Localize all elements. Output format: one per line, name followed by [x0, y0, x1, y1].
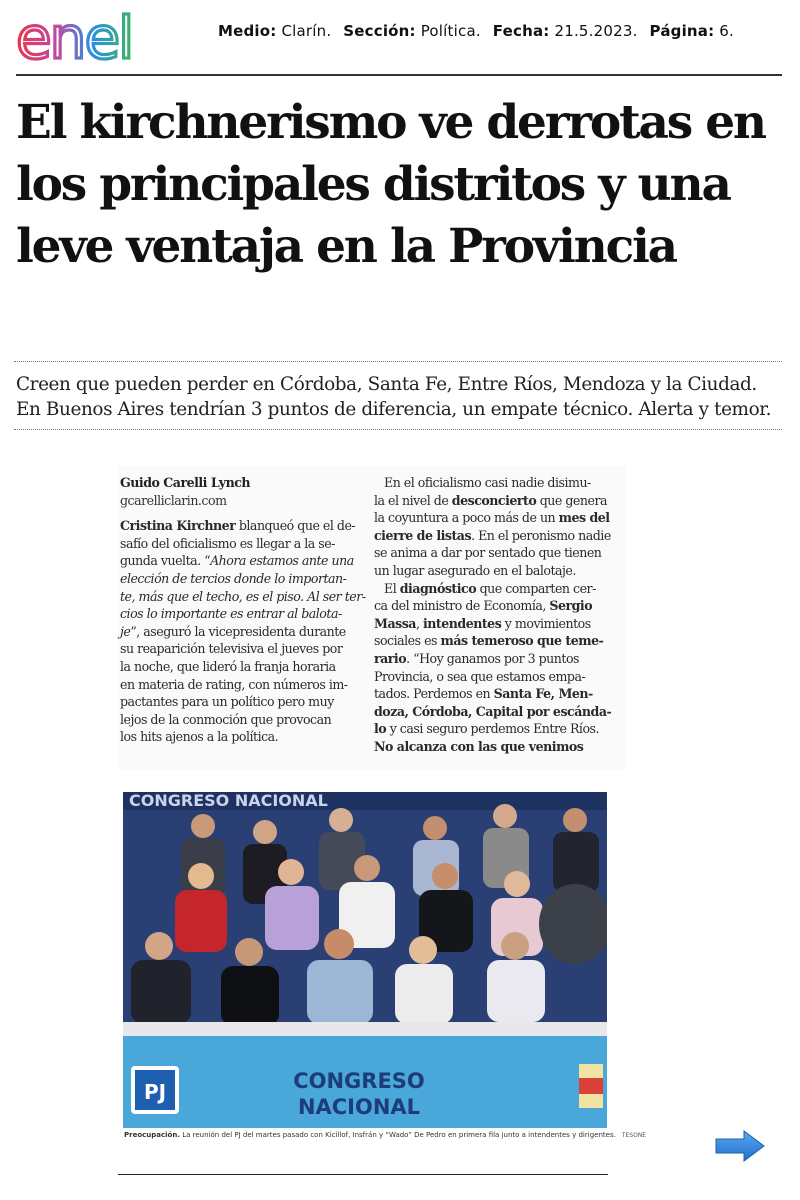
body-text: que comparten cer- [476, 580, 596, 596]
body-text: ca del ministro de Economía, [374, 598, 550, 614]
subhead-top-rule [14, 361, 782, 362]
document-meta [218, 22, 734, 40]
banner-line-2: NACIONAL [297, 1095, 421, 1119]
caption-label: Preocupación. [124, 1131, 181, 1139]
bold-text: Cristina Kirchner [120, 518, 236, 534]
bold-text: Santa Fe, Men- [493, 686, 593, 702]
quote-line: elección de tercios donde lo importan- [120, 570, 347, 586]
bold-text: intendentes [422, 615, 502, 631]
headline-line: los principales distritos y una [16, 157, 730, 212]
quote-line: te, más que el techo, es el piso. Al ser ter- [120, 588, 366, 604]
headline-line: leve ventaja en la Provincia [16, 219, 676, 274]
bottom-divider [118, 1174, 608, 1175]
author-email: gcarelliclarin.com [120, 492, 227, 508]
body-text: y movimientos [501, 615, 591, 631]
body-text: sociales es [374, 633, 441, 649]
banner-line-1: CONGRESO [293, 1069, 425, 1093]
headline [16, 92, 796, 278]
body-line: se anima a dar por sentado que tienen [374, 545, 602, 561]
body-text: . “Hoy ganamos por 3 puntos [406, 650, 580, 666]
seccion-label: Sección: [343, 22, 416, 40]
quote-text: Ahora estamos ante una [210, 553, 354, 569]
body-text: blanqueó que el de- [235, 518, 356, 534]
logo-text: enel [16, 8, 133, 70]
bold-text: cierre de listas [374, 527, 472, 543]
bold-text: más temeroso que teme- [440, 633, 604, 649]
body-line: En el oficialismo casi nadie disimu- [384, 475, 591, 490]
bold-text: No alcanza con las que venimos [374, 738, 584, 754]
body-line: su reaparición televisiva el jueves por [120, 641, 343, 657]
body-text: y casi seguro perdemos Entre Ríos. [386, 721, 599, 737]
pagina-value: 6. [719, 22, 735, 40]
body-line: en materia de rating, con números im- [120, 676, 348, 692]
bold-text: lo [374, 721, 387, 737]
body-line: lejos de la conmoción que provocan [120, 711, 332, 727]
body-text: , [415, 615, 423, 631]
subhead-line: Creen que pueden perder en Córdoba, Santa Fe, Entre Ríos, Mendoza y la Ciudad. [16, 374, 757, 395]
body-text: tados. Perdemos en [374, 686, 494, 702]
body-line: pactantes para un político pero muy [120, 694, 334, 710]
photo-illustration [123, 792, 607, 1128]
subhead [16, 372, 792, 422]
bold-text: rario [374, 650, 407, 666]
bold-text: diagnóstico [399, 580, 477, 596]
body-text: que genera [536, 492, 607, 508]
seccion-value: Política. [420, 22, 481, 40]
body-text: . En el peronismo nadie [471, 527, 611, 543]
body-text: ”, aseguró la vicepresidenta durante [130, 623, 346, 639]
medio-label: Medio: [218, 22, 277, 40]
arrow-right-icon[interactable] [712, 1128, 768, 1164]
body-text: El [384, 580, 400, 596]
body-line: la noche, que lideró la franja horaria [120, 658, 336, 674]
bold-text: doza, Córdoba, Capital por escánda- [374, 703, 612, 719]
article-column-1 [120, 474, 366, 746]
pj-badge-text: PJ [143, 1080, 167, 1104]
bold-text: Sergio [549, 598, 593, 614]
body-line: los hits ajenos a la política. [120, 729, 279, 745]
body-line: Provincia, o sea que estamos empa- [374, 668, 586, 684]
body-text: la el nivel de [374, 492, 452, 508]
body-line: un lugar asegurado en el balotaje. [374, 562, 576, 578]
header-divider [16, 74, 782, 76]
fecha-label: Fecha: [492, 22, 550, 40]
bold-text: Massa [374, 615, 416, 631]
banner-top-text: CONGRESO NACIONAL [129, 792, 328, 810]
photo-caption [124, 1131, 647, 1139]
article-column-2 [374, 474, 622, 756]
subhead-line: En Buenos Aires tendrían 3 puntos de diferencia, un empate técnico. Alerta y temor. [16, 399, 772, 420]
author-byline: Guido Carelli Lynch [120, 475, 251, 490]
subhead-bottom-rule [14, 429, 782, 430]
fecha-value: 21.5.2023. [554, 22, 638, 40]
caption-text: La reunión del PJ del martes pasado con Kicillof, Insfrán y “Wado” De Pedro en primera fila junto a intendentes y dirigentes. [180, 1131, 616, 1139]
body-text: la coyuntura a poco más de un [374, 510, 559, 526]
medio-value: Clarín. [281, 22, 332, 40]
body-line: safío del oficialismo es llegar a la se- [120, 535, 335, 551]
article-photo [123, 792, 607, 1128]
bold-text: desconcierto [451, 492, 537, 508]
quote-line: cios lo importante es entrar al balota- [120, 606, 342, 622]
photo-credit: TESONE [621, 1132, 647, 1139]
enel-logo [16, 8, 186, 70]
quote-text: je [120, 623, 131, 639]
pagina-label: Página: [649, 22, 715, 40]
headline-line: El kirchnerismo ve derrotas en [16, 95, 765, 150]
bold-text: mes del [558, 510, 610, 526]
body-text: gunda vuelta. “ [120, 553, 211, 569]
